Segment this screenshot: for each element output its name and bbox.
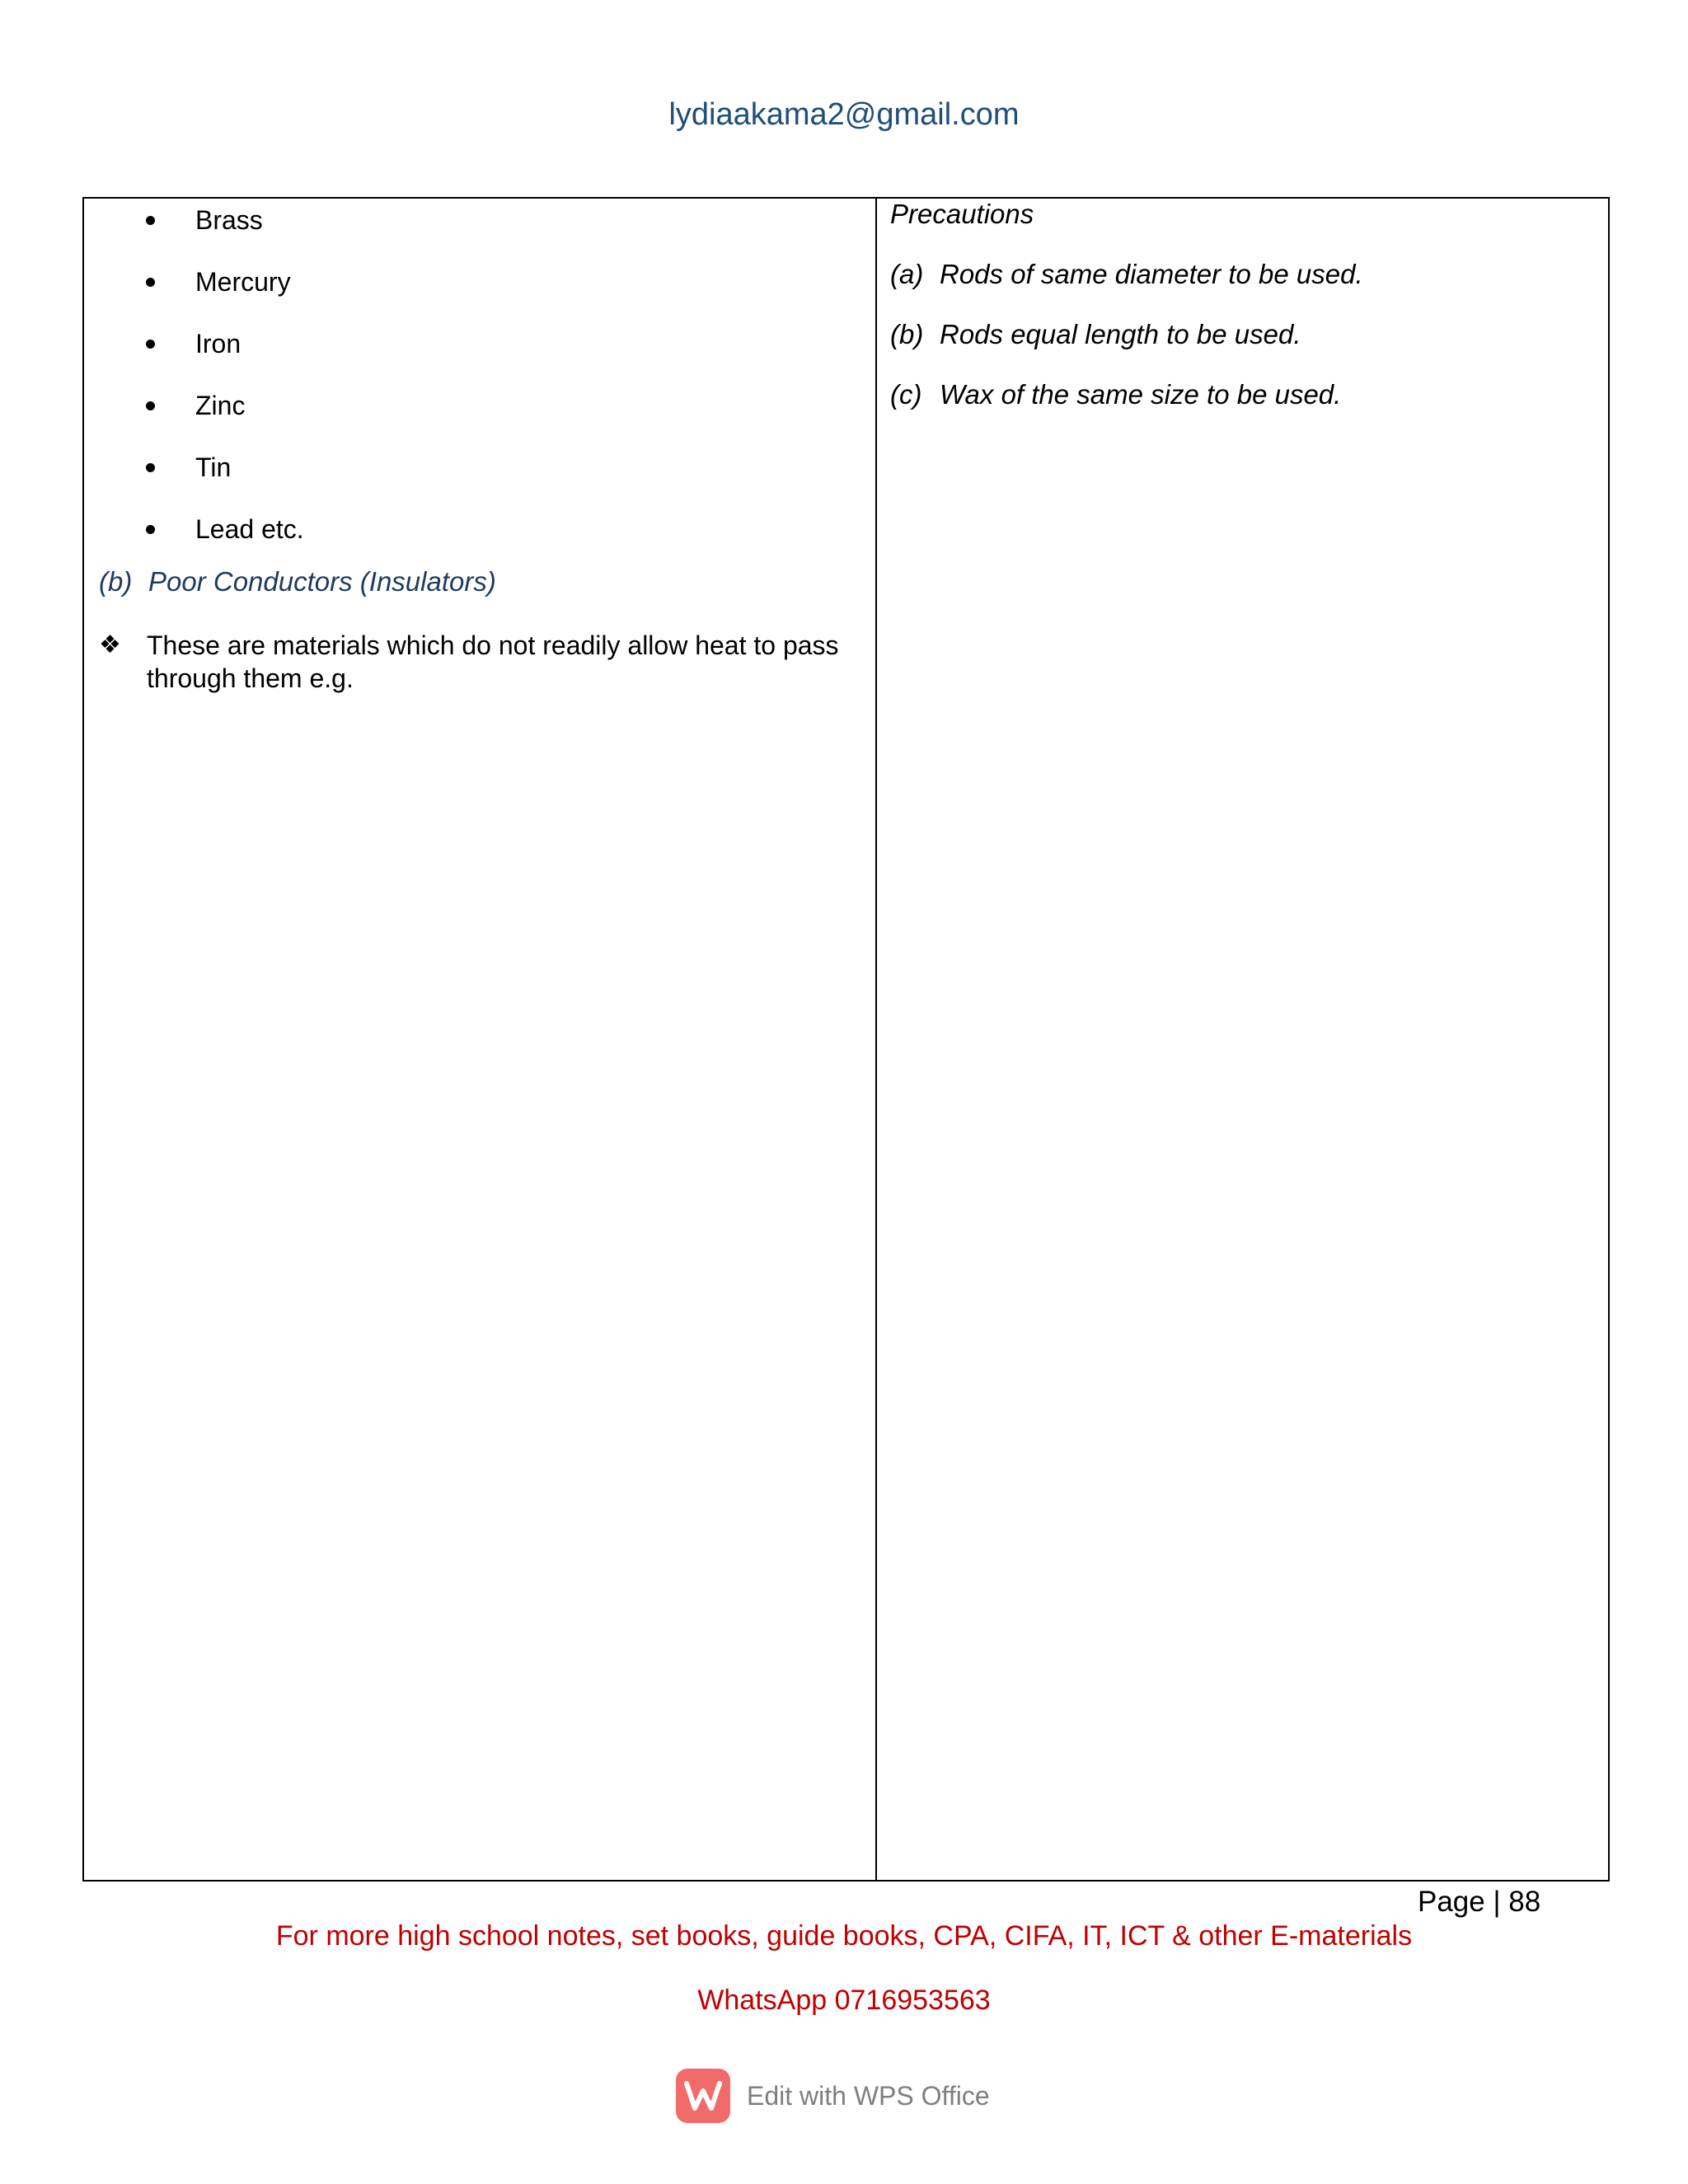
precaution-marker: (b) — [890, 319, 924, 349]
subheading-text: Poor Conductors (Insulators) — [148, 566, 496, 597]
precaution-text: Rods of same diameter to be used. — [940, 259, 1363, 289]
precautions-heading: Precautions — [890, 199, 1034, 229]
bullet-icon — [146, 401, 155, 410]
bullet-icon — [146, 463, 155, 472]
list-item-text: Zinc — [195, 391, 246, 420]
precaution-text: Rods equal length to be used. — [940, 319, 1301, 349]
bullet-icon — [146, 216, 155, 225]
wps-logo-icon — [676, 2069, 730, 2123]
bullet-icon — [146, 278, 155, 287]
bullet-icon — [146, 340, 155, 349]
list-item-text: Lead etc. — [195, 514, 304, 544]
diamond-bullet-icon: ❖ — [99, 631, 121, 658]
notes-table — [82, 197, 1610, 1882]
bullet-icon — [146, 525, 155, 534]
footer-whatsapp: WhatsApp 0716953563 — [697, 1985, 991, 2016]
precaution-item — [890, 319, 1301, 350]
section-subheading — [99, 566, 496, 598]
list-item-text: Mercury — [195, 267, 291, 297]
left-column — [84, 199, 875, 1880]
right-column — [877, 199, 1608, 1880]
precaution-marker: (a) — [890, 259, 924, 289]
wps-edit-label: Edit with WPS Office — [747, 2080, 990, 2111]
header-email: lydiaakama2@gmail.com — [668, 97, 1020, 132]
list-item-text: Iron — [195, 329, 241, 359]
precaution-marker: (c) — [890, 379, 922, 410]
list-item-text: Brass — [195, 205, 263, 235]
wps-edit-badge[interactable] — [676, 2069, 990, 2123]
list-item-text: Tin — [195, 452, 232, 482]
precaution-text: Wax of the same size to be used. — [940, 379, 1342, 410]
precaution-item — [890, 259, 1363, 290]
paragraph-text: These are materials which do not readily allow heat to pass through them e.g. — [147, 630, 839, 693]
page-number: Page | 88 — [1418, 1886, 1541, 1918]
subheading-marker: (b) — [99, 566, 133, 597]
precaution-item — [890, 379, 1341, 410]
footer-promo: For more high school notes, set books, guide books, CPA, CIFA, IT, ICT & other E-materials — [275, 1920, 1413, 1952]
